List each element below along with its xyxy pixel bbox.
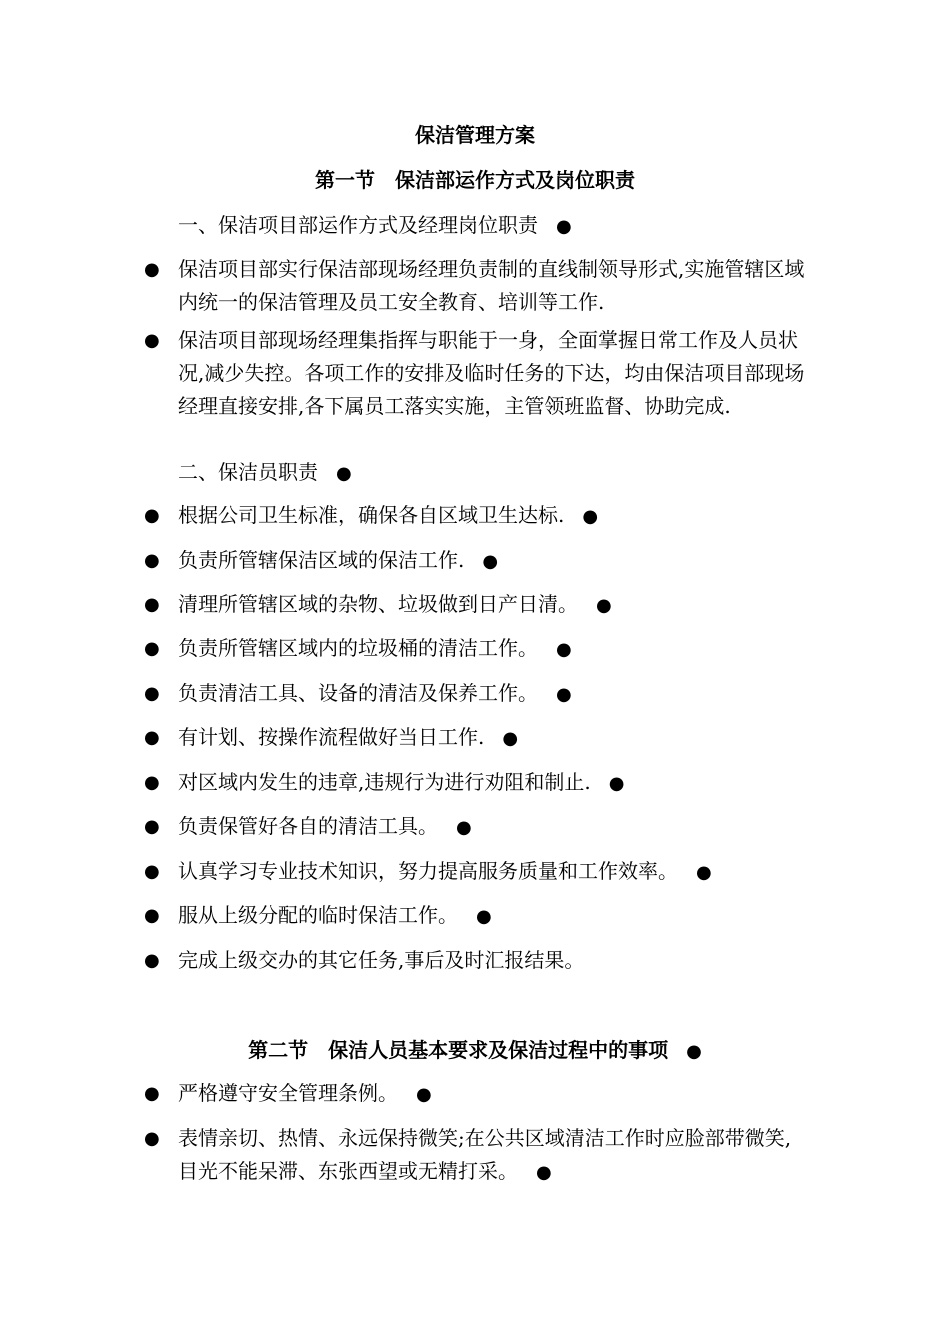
list-item-text: 清理所管辖区域的杂物、垃圾做到日产日清。 (178, 592, 578, 616)
list-item (144, 588, 824, 622)
list-item-text: 认真学习专业技术知识，努力提高服务质量和工作效率。 (178, 859, 678, 883)
bullet-icon: ● (144, 505, 160, 526)
bullet-icon: ● (336, 463, 352, 484)
bullet-icon: ● (596, 595, 612, 616)
list-item-text: 表情亲切、热情、永远保持微笑;在公共区域清洁工作时应脸部带微笑,目光不能呆滞、东张西望或无精打采。 (178, 1126, 792, 1183)
list-item (144, 544, 824, 578)
bullet-icon: ● (536, 1162, 552, 1183)
list-item (144, 766, 824, 800)
sub1-heading (178, 212, 572, 240)
bullet-icon: ● (144, 594, 160, 615)
bullet-icon: ● (482, 551, 499, 572)
list-item (144, 855, 824, 889)
bullet-icon: ● (144, 861, 160, 882)
bullet-icon: ● (144, 816, 160, 837)
list-item-text: 对区域内发生的违章,违规行为进行劝阻和制止. (178, 770, 591, 794)
list-item (144, 1077, 824, 1111)
bullet-icon: ● (556, 684, 572, 705)
bullet-icon: ● (144, 1083, 160, 1104)
bullet-icon: ● (144, 772, 160, 793)
bullet-icon: ● (456, 817, 472, 838)
list-item (144, 324, 824, 423)
bullet-icon: ● (144, 727, 160, 748)
sub2-heading-text: 二、保洁员职责 (178, 460, 318, 484)
sub1-heading-text: 一、保洁项目部运作方式及经理岗位职责 (178, 213, 538, 237)
bullet-icon: ● (416, 1084, 432, 1105)
list-item-text: 有计划、按操作流程做好当日工作. (178, 725, 485, 749)
list-item-text: 负责清洁工具、设备的清洁及保养工作。 (178, 681, 538, 705)
bullet-icon: ● (144, 683, 160, 704)
list-item (144, 253, 824, 319)
bullet-icon: ● (144, 1128, 160, 1149)
section2-heading (0, 1037, 950, 1065)
list-item-text: 服从上级分配的临时保洁工作。 (178, 903, 458, 927)
bullet-icon: ● (144, 905, 160, 926)
list-item (144, 899, 824, 933)
bullet-icon: ● (686, 1041, 702, 1062)
bullet-icon: ● (556, 216, 572, 237)
list-item-text: 负责所管辖保洁区域的保洁工作. (178, 548, 465, 572)
list-item-text: 根据公司卫生标准，确保各自区域卫生达标. (178, 503, 565, 527)
bullet-icon: ● (144, 550, 160, 571)
list-item (144, 721, 824, 755)
list-item (144, 944, 824, 977)
list-item (144, 632, 824, 666)
bullet-icon: ● (144, 950, 160, 971)
bullet-icon: ● (582, 506, 599, 527)
bullet-icon: ● (502, 728, 519, 749)
section2-heading-text: 第二节 保洁人员基本要求及保洁过程中的事项 (248, 1038, 669, 1062)
section1-heading (0, 167, 950, 193)
list-item-text: 完成上级交办的其它任务,事后及时汇报结果。 (178, 948, 585, 972)
bullet-icon: ● (144, 259, 160, 280)
list-item-text: 负责所管辖区域内的垃圾桶的清洁工作。 (178, 636, 538, 660)
document-title-text: 保洁管理方案 (415, 123, 535, 147)
list-item-text: 严格遵守安全管理条例。 (178, 1081, 398, 1105)
list-item (144, 810, 824, 844)
bullet-icon: ● (608, 773, 625, 794)
bullet-icon: ● (144, 638, 160, 659)
list-item (144, 1122, 824, 1189)
list-item-text: 保洁项目部现场经理集指挥与职能于一身，全面掌握日常工作及人员状况,减少失控。各项工作的安排及临时任务的下达，均由保洁项目部现场经理直接安排,各下属员工落实实施，主管领班监督、协助完成. (178, 328, 805, 418)
sub2-heading (178, 459, 352, 487)
list-item (144, 499, 824, 533)
bullet-icon: ● (144, 330, 160, 351)
list-item (144, 677, 824, 711)
section1-heading-text: 第一节 保洁部运作方式及岗位职责 (315, 168, 635, 192)
document-title (0, 122, 950, 148)
list-item-text: 负责保管好各自的清洁工具。 (178, 814, 438, 838)
bullet-icon: ● (696, 862, 712, 883)
bullet-icon: ● (556, 639, 572, 660)
bullet-icon: ● (476, 906, 492, 927)
list-item-text: 保洁项目部实行保洁部现场经理负责制的直线制领导形式,实施管辖区域内统一的保洁管理及员工安全教育、培训等工作. (178, 257, 805, 314)
